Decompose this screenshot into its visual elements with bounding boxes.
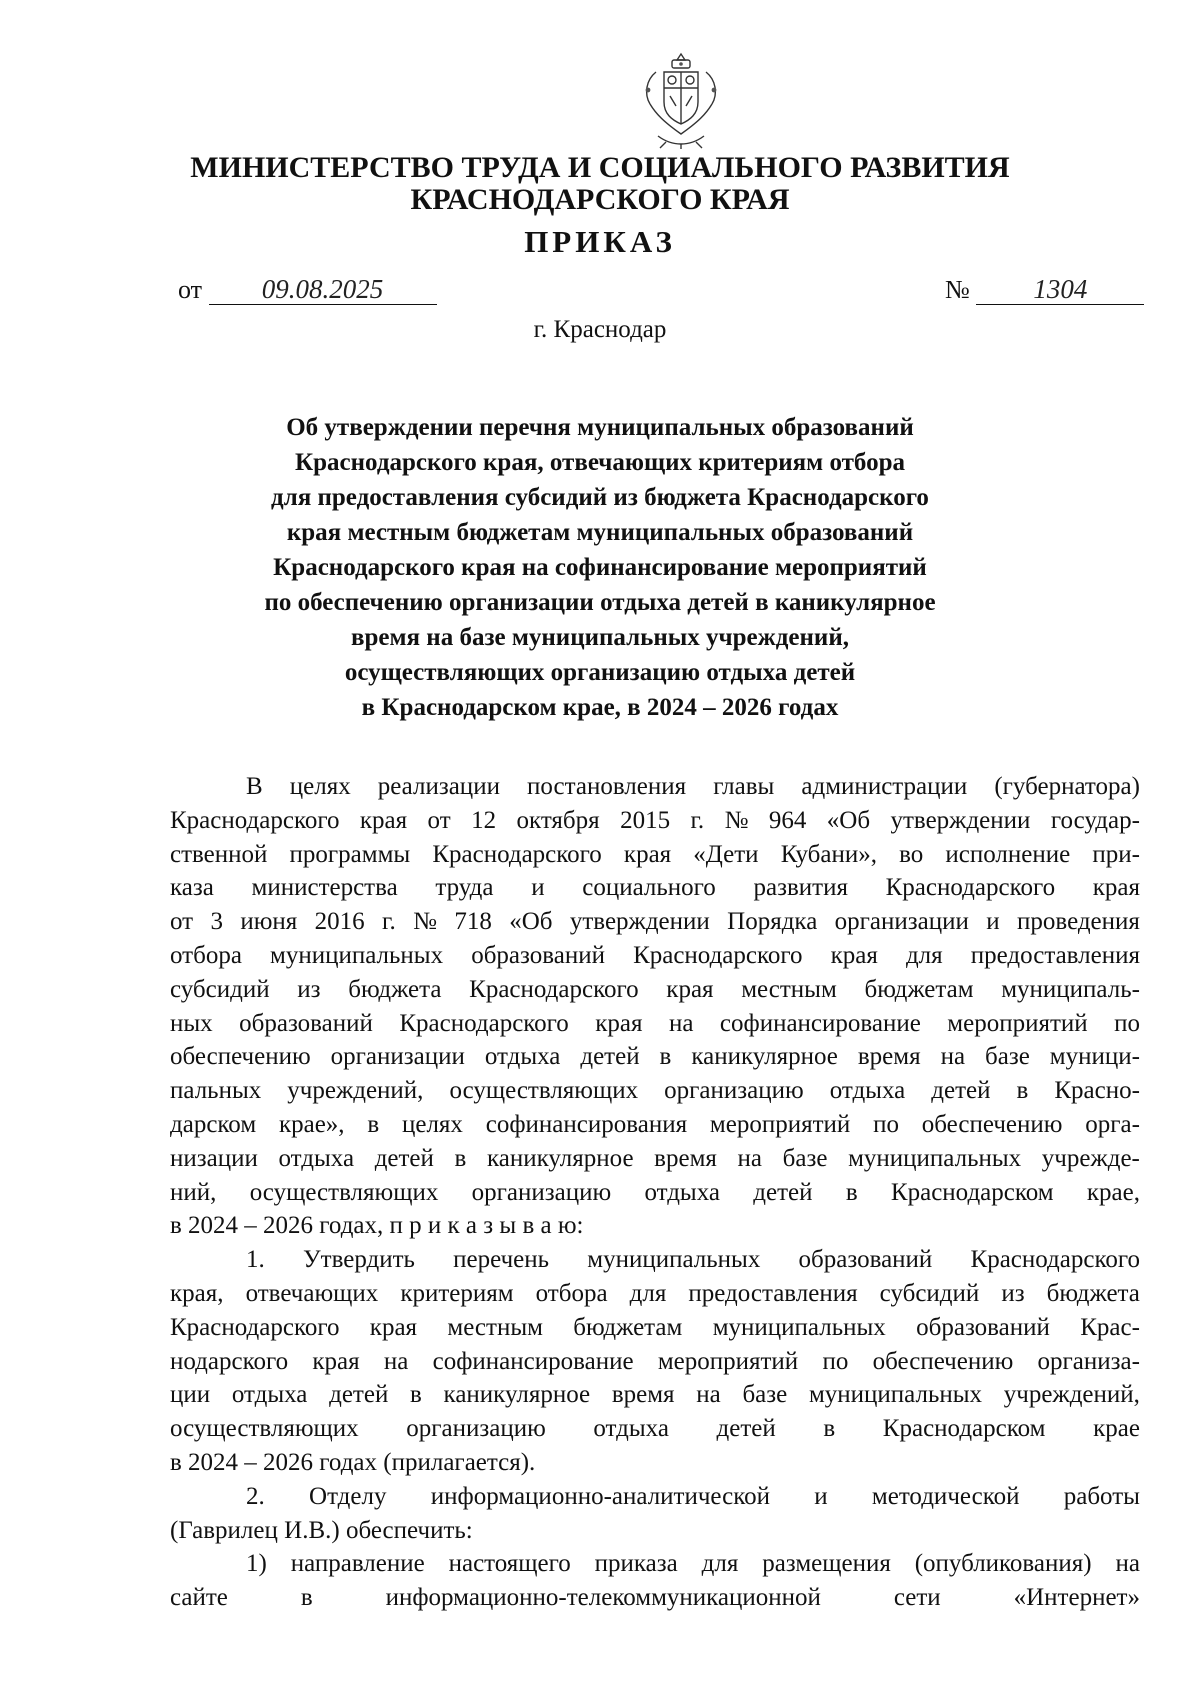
word: утверждении bbox=[569, 908, 710, 936]
word: организации bbox=[330, 1043, 465, 1071]
word: проведения bbox=[1017, 908, 1140, 936]
word: детей bbox=[716, 1415, 776, 1443]
body-line bbox=[170, 1547, 1140, 1581]
word: Утвердить bbox=[302, 1246, 415, 1274]
word: каникулярное bbox=[691, 1043, 838, 1071]
word: № bbox=[724, 806, 749, 834]
coat-of-arms-emblem bbox=[636, 50, 726, 150]
organization-name bbox=[0, 152, 1200, 216]
body-line bbox=[170, 973, 1140, 1007]
word: для bbox=[629, 1279, 667, 1307]
subject-line: края местным бюджетам муниципальных образований bbox=[286, 519, 914, 546]
word: осуществляющих bbox=[249, 1178, 439, 1206]
word: каникулярное bbox=[486, 1144, 634, 1172]
word: софинансирование bbox=[719, 1009, 921, 1037]
word: июня bbox=[240, 908, 298, 936]
body-line bbox=[170, 939, 1140, 973]
word: Крас- bbox=[1080, 1313, 1140, 1341]
word: образований bbox=[239, 1009, 373, 1037]
body-line bbox=[170, 838, 1140, 872]
body-line bbox=[170, 1480, 1140, 1514]
word: министерства bbox=[251, 874, 398, 902]
word: края bbox=[1092, 874, 1140, 902]
word: предоставления bbox=[970, 941, 1140, 969]
body-line bbox=[170, 804, 1140, 838]
word: время bbox=[654, 1144, 717, 1172]
word: целях bbox=[289, 773, 351, 800]
word: отдыха bbox=[644, 1178, 720, 1206]
word: ний, bbox=[170, 1178, 217, 1206]
word: муниципальных bbox=[808, 1381, 983, 1409]
word: и bbox=[986, 908, 1000, 936]
word: муници- bbox=[1049, 1043, 1140, 1071]
word: субсидий bbox=[170, 975, 270, 1003]
word: мероприятий bbox=[709, 1110, 851, 1138]
word: обеспечению bbox=[872, 1347, 1014, 1375]
word: В bbox=[246, 773, 263, 800]
word: базе bbox=[985, 1043, 1030, 1071]
word: 1. bbox=[246, 1246, 265, 1274]
word: образований bbox=[798, 1246, 933, 1274]
word: отбора bbox=[170, 941, 242, 969]
word: базе bbox=[742, 1381, 788, 1409]
word: главы bbox=[713, 773, 775, 800]
word: направление bbox=[290, 1550, 425, 1578]
word: низации bbox=[170, 1144, 258, 1172]
word: осуществляющих bbox=[449, 1077, 639, 1105]
word: работы bbox=[1063, 1482, 1140, 1510]
word: пальных bbox=[170, 1077, 262, 1105]
organization-line-2: КРАСНОДАРСКОГО КРАЯ bbox=[410, 183, 790, 216]
word: софинансирование bbox=[432, 1347, 634, 1375]
word: края bbox=[666, 975, 714, 1003]
body-line bbox=[170, 1108, 1140, 1142]
word: края, bbox=[170, 1279, 224, 1307]
body-line bbox=[170, 1040, 1140, 1074]
word: октября bbox=[516, 806, 600, 834]
body-line bbox=[170, 1007, 1140, 1041]
word: учреждений, bbox=[287, 1077, 424, 1105]
word: крае bbox=[1093, 1415, 1140, 1443]
word: время bbox=[857, 1043, 921, 1071]
word: образований bbox=[471, 941, 605, 969]
word: муниципальных bbox=[848, 1144, 1022, 1172]
word: Краснодарского bbox=[469, 975, 639, 1003]
word: «Дети bbox=[693, 840, 759, 868]
word: софинансирования bbox=[485, 1110, 688, 1138]
word: дарском bbox=[170, 1110, 257, 1138]
date-label: от bbox=[178, 275, 203, 304]
word: 2. bbox=[246, 1482, 265, 1510]
body-line bbox=[170, 1311, 1140, 1345]
word: отдыха bbox=[593, 1415, 669, 1443]
word: при- bbox=[1092, 840, 1140, 868]
word: каза bbox=[170, 874, 214, 902]
word: на bbox=[737, 1144, 763, 1172]
word: на bbox=[1115, 1550, 1140, 1578]
word: для bbox=[701, 1550, 739, 1578]
word: Краснодарском bbox=[890, 1178, 1054, 1206]
word: 2015 bbox=[620, 806, 671, 834]
number-row bbox=[945, 274, 1144, 305]
word: исполнение bbox=[945, 840, 1071, 868]
word: орга- bbox=[1085, 1110, 1140, 1138]
word: детей bbox=[931, 1077, 991, 1105]
word: и bbox=[814, 1482, 828, 1510]
word: отдыха bbox=[484, 1043, 561, 1071]
word: ции bbox=[170, 1381, 211, 1409]
word: мероприятий bbox=[947, 1009, 1088, 1037]
word: местным bbox=[741, 975, 837, 1003]
word: организации bbox=[834, 908, 969, 936]
word: в bbox=[367, 1110, 380, 1138]
word: муниципальных bbox=[712, 1313, 886, 1341]
word: ственной bbox=[170, 840, 268, 868]
word: информационно-аналитической bbox=[430, 1482, 770, 1510]
body-line: в 2024 – 2026 годах (прилагается). bbox=[170, 1448, 536, 1476]
word: бюджета bbox=[1046, 1279, 1140, 1307]
body-line: (Гаврилец И.В.) обеспечить: bbox=[170, 1516, 473, 1544]
word: в bbox=[410, 1381, 422, 1409]
word: Краснодарского bbox=[170, 806, 340, 834]
word: № bbox=[413, 908, 437, 936]
body-line bbox=[170, 1412, 1140, 1446]
word: Кубани», bbox=[780, 840, 877, 868]
word: по bbox=[1114, 1009, 1140, 1037]
word: края bbox=[830, 941, 878, 969]
word: настоящего bbox=[448, 1550, 571, 1578]
word: «Об bbox=[509, 908, 553, 936]
word: труда bbox=[435, 874, 494, 902]
word: (губернатора) bbox=[994, 773, 1140, 800]
word: детей bbox=[753, 1178, 813, 1206]
word: для bbox=[905, 941, 943, 969]
body-line bbox=[170, 1378, 1140, 1412]
body-line bbox=[170, 1277, 1140, 1311]
body-line bbox=[170, 770, 1140, 804]
word: 1) bbox=[246, 1550, 267, 1578]
word: 2016 bbox=[314, 908, 365, 936]
word: Краснодарского bbox=[970, 1246, 1140, 1274]
word: отдыха bbox=[231, 1381, 308, 1409]
subject-line: осуществляющих организацию отдыха детей bbox=[344, 659, 856, 686]
body-line bbox=[170, 905, 1140, 939]
body-line bbox=[170, 1243, 1140, 1277]
word: Краснодарского bbox=[170, 1313, 340, 1341]
word: Краснодарском bbox=[882, 1415, 1046, 1443]
word: на bbox=[383, 1347, 409, 1375]
word: мероприятий bbox=[657, 1347, 799, 1375]
word: методической bbox=[871, 1482, 1020, 1510]
word: края bbox=[359, 806, 408, 834]
word: утверждении bbox=[890, 806, 1031, 834]
word: развития bbox=[753, 874, 848, 902]
body-line: в 2024 – 2026 годах, п р и к а з ы в а ю: bbox=[170, 1212, 584, 1240]
word: в bbox=[1016, 1077, 1029, 1105]
word: приказа bbox=[594, 1550, 678, 1578]
date-value: 09.08.2025 bbox=[209, 274, 437, 305]
date-row bbox=[178, 274, 437, 305]
word: бюджетам bbox=[864, 975, 974, 1003]
organization-line-1: МИНИСТЕРСТВО ТРУДА И СОЦИАЛЬНОГО РАЗВИТИЯ bbox=[190, 151, 1010, 184]
word: ных bbox=[170, 1009, 213, 1037]
word: муниципаль- bbox=[1001, 975, 1140, 1003]
word: из bbox=[1001, 1279, 1025, 1307]
document-subject bbox=[0, 410, 1200, 725]
body-line bbox=[170, 1142, 1140, 1176]
word: на bbox=[696, 1381, 721, 1409]
word: от bbox=[170, 908, 194, 936]
word: бюджета bbox=[348, 975, 442, 1003]
word: крае», bbox=[278, 1110, 345, 1138]
word: Красно- bbox=[1054, 1077, 1140, 1105]
word: социального bbox=[582, 874, 716, 902]
word: учрежде- bbox=[1041, 1144, 1140, 1172]
word: Краснодарского bbox=[633, 941, 803, 969]
word: информационно-телекоммуникационной bbox=[385, 1584, 821, 1612]
word: отдыха bbox=[829, 1077, 906, 1105]
word: муниципальных bbox=[587, 1246, 761, 1274]
subject-line: в Краснодарском крае, в 2024 – 2026 годах bbox=[361, 694, 839, 721]
word: учреждений, bbox=[1003, 1381, 1140, 1409]
word: по bbox=[873, 1110, 899, 1138]
word: администрации bbox=[801, 773, 968, 800]
word: «Об bbox=[826, 806, 871, 834]
word: предоставления bbox=[688, 1279, 858, 1307]
word: от bbox=[427, 806, 451, 834]
subject-line: Об утверждении перечня муниципальных образований bbox=[286, 414, 914, 441]
body-line bbox=[170, 871, 1140, 905]
word: организацию bbox=[664, 1077, 804, 1105]
word: края bbox=[623, 840, 672, 868]
word: в bbox=[823, 1415, 836, 1443]
document-body bbox=[170, 770, 1140, 1615]
word: Краснодарского bbox=[432, 840, 602, 868]
word: «Интернет» bbox=[1013, 1584, 1140, 1612]
word: реализации bbox=[377, 773, 500, 800]
word: муниципальных bbox=[270, 941, 444, 969]
subject-line: время на базе муниципальных учреждений, bbox=[351, 624, 849, 651]
body-line bbox=[170, 1074, 1140, 1108]
word: обеспечению bbox=[170, 1043, 311, 1071]
document-type-title: ПРИКАЗ bbox=[524, 224, 676, 259]
word: местным bbox=[447, 1313, 543, 1341]
word: отвечающих bbox=[245, 1279, 379, 1307]
word: Отделу bbox=[309, 1482, 387, 1510]
word: (опубликования) bbox=[914, 1550, 1092, 1578]
word: организа- bbox=[1037, 1347, 1140, 1375]
word: организацию bbox=[406, 1415, 546, 1443]
word: края bbox=[369, 1313, 418, 1341]
word: 964 bbox=[768, 806, 807, 834]
body-line bbox=[170, 1581, 1140, 1615]
word: края bbox=[595, 1009, 643, 1037]
word: сети bbox=[893, 1584, 941, 1612]
word: организацию bbox=[471, 1178, 612, 1206]
number-label: № bbox=[945, 275, 970, 304]
word: образований bbox=[916, 1313, 1050, 1341]
word: и bbox=[531, 874, 545, 902]
word: время bbox=[611, 1381, 675, 1409]
word: в bbox=[845, 1178, 858, 1206]
word: на bbox=[940, 1043, 966, 1071]
city-name: г. Краснодар bbox=[533, 316, 667, 343]
word: крае, bbox=[1086, 1178, 1140, 1206]
word: г. bbox=[382, 908, 396, 936]
word: 12 bbox=[471, 806, 497, 834]
word: детей bbox=[374, 1144, 434, 1172]
word: сайте bbox=[170, 1584, 228, 1612]
word: из bbox=[297, 975, 321, 1003]
word: перечень bbox=[453, 1246, 550, 1274]
word: программы bbox=[289, 840, 411, 868]
word: государ- bbox=[1050, 806, 1140, 834]
word: в bbox=[454, 1144, 467, 1172]
word: Порядка bbox=[727, 908, 818, 936]
word: каникулярное bbox=[443, 1381, 591, 1409]
word: 3 bbox=[210, 908, 223, 936]
word: г. bbox=[690, 806, 705, 834]
subject-line: для предоставления субсидий из бюджета Краснодарского bbox=[271, 484, 929, 511]
word: осуществляющих bbox=[170, 1415, 359, 1443]
body-line bbox=[170, 1176, 1140, 1210]
word: базе bbox=[782, 1144, 828, 1172]
word: субсидий bbox=[879, 1279, 980, 1307]
word: по bbox=[822, 1347, 849, 1375]
word: бюджетам bbox=[573, 1313, 683, 1341]
word: отбора bbox=[535, 1279, 608, 1307]
word: во bbox=[899, 840, 924, 868]
body-line bbox=[170, 1345, 1140, 1379]
word: Краснодарского bbox=[399, 1009, 569, 1037]
word: в bbox=[300, 1584, 313, 1612]
word: детей bbox=[580, 1043, 640, 1071]
word: нодарского bbox=[170, 1347, 289, 1375]
subject-line: Краснодарского края, отвечающих критериям отбора bbox=[295, 449, 905, 476]
word: детей bbox=[329, 1381, 389, 1409]
number-value: 1304 bbox=[976, 274, 1144, 305]
word: постановления bbox=[527, 773, 687, 800]
word: критериям bbox=[400, 1279, 514, 1307]
word: целях bbox=[401, 1110, 463, 1138]
word: Краснодарского bbox=[885, 874, 1056, 902]
word: отдыха bbox=[278, 1144, 355, 1172]
subject-line: по обеспечению организации отдыха детей в каникулярное bbox=[264, 589, 936, 616]
word: обеспечению bbox=[921, 1110, 1063, 1138]
word: размещения bbox=[762, 1550, 891, 1578]
word: 718 bbox=[454, 908, 492, 936]
subject-line: Краснодарского края на софинансирование мероприятий bbox=[273, 554, 927, 581]
word: края bbox=[312, 1347, 360, 1375]
word: на bbox=[668, 1009, 694, 1037]
word: в bbox=[659, 1043, 672, 1071]
